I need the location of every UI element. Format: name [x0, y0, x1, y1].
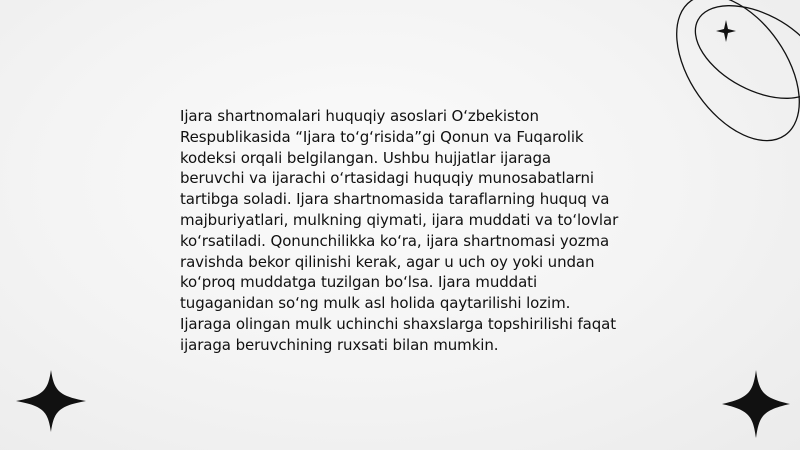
four-point-star-icon	[16, 370, 86, 432]
four-point-star-icon	[722, 370, 790, 438]
orbit-sparkle-icon	[660, 0, 800, 150]
body-paragraph: Ijara shartnomalari huquqiy asoslari O‘zbekiston Respublikasida “Ijara to‘g‘risida”gi Qonun va Fuqarolik kodeksi orqali belgilangan. Ushbu hujjatlar ijaraga beruvchi va ijarachi o‘rtasidagi huquqiy munosabatlarni tartibga soladi. Ijara shartnomasida taraflarning huquq va majburiyatlari, mulkning qiymati, ijara muddati va to‘lovlar ko‘rsatiladi. Qonunchilikka ko‘ra, ijara shartnomasi yozma ravishda bekor qilinishi kerak, agar u uch oy yoki undan ko‘proq muddatga tuzilgan bo‘lsa. Ijara muddati tugaganidan so‘ng mulk asl holida qaytarilishi lozim. Ijaraga olingan mulk uchinchi shaxslarga topshirilishi faqat ijaraga beruvchining ruxsati bilan mumkin.	[180, 107, 619, 354]
